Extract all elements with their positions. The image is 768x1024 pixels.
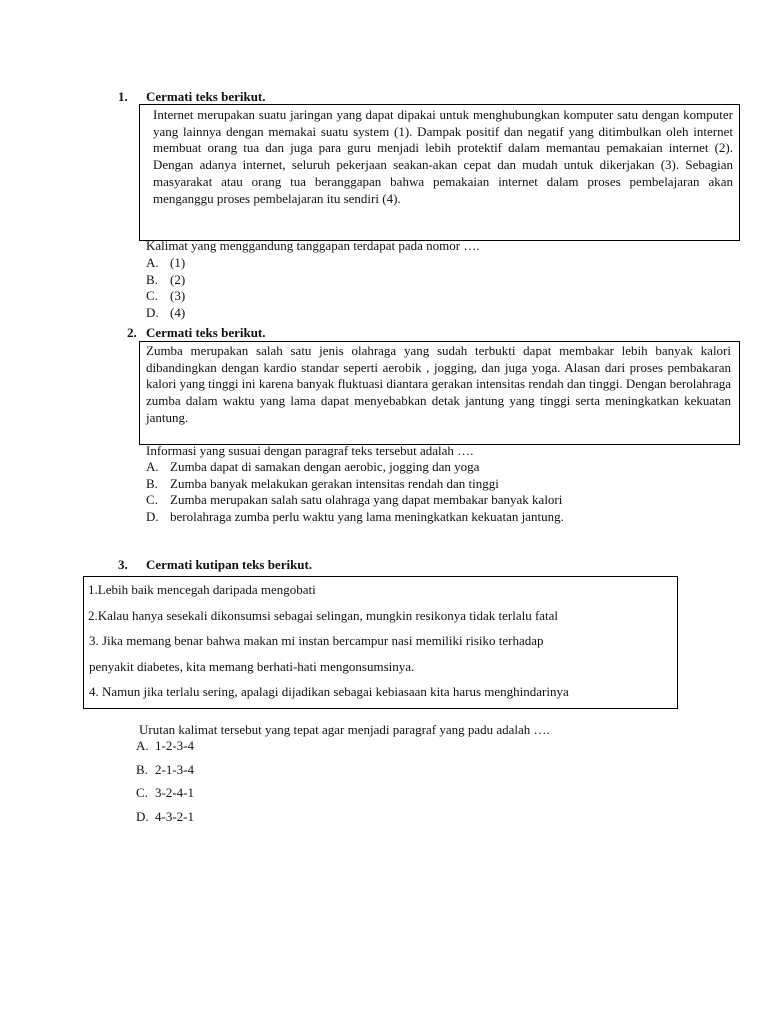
option-c[interactable] [136,781,194,805]
option-letter: D. [146,305,159,321]
option-b[interactable] [146,272,185,289]
option-a[interactable] [146,255,185,272]
option-letter: D. [136,808,149,824]
option-c[interactable] [146,288,185,305]
option-text: berolahraga zumba perlu waktu yang lama meningkatkan kekuatan jantung. [170,509,564,525]
option-b[interactable] [136,758,194,782]
option-text: (3) [170,288,186,304]
question-instruction: Cermati kutipan teks berikut. [146,557,313,572]
sentence-3: 3. Jika memang benar bahwa makan mi instan bercampur nasi memiliki risiko terhadap [89,633,544,648]
option-text: 2-1-3-4 [155,761,194,777]
question-3-prompt: Urutan kalimat tersebut yang tepat agar menjadi paragraf yang padu adalah …. [139,722,550,737]
option-text: Zumba merupakan salah satu olahraga yang dapat membakar banyak kalori [170,492,563,508]
question-instruction: Cermati teks berikut. [146,89,266,104]
question-2-passage-box [139,341,740,445]
sentence-2: 2.Kalau hanya sesekali dikonsumsi sebagai selingan, mungkin resikonya tidak terlalu fatal [88,607,559,623]
question-3-options [136,734,194,828]
question-2-options [146,459,564,526]
question-1-heading [118,89,266,105]
option-text: (2) [170,271,186,287]
option-letter: B. [146,475,158,491]
sentence-3-continued: penyakit diabetes, kita memang berhati-hati mengonsumsinya. [89,658,415,674]
sentence-1: 1.Lebih baik mencegah daripada mengobati [88,582,316,597]
question-number: 2. [127,325,137,340]
option-a[interactable] [146,459,564,476]
option-letter: B. [146,271,158,287]
option-text: (4) [170,305,186,321]
option-text: (1) [170,255,186,270]
option-letter: A. [146,255,159,270]
option-d[interactable] [146,305,185,322]
question-number: 3. [118,557,128,572]
question-instruction: Cermati teks berikut. [146,325,266,340]
question-2-prompt: Informasi yang susuai dengan paragraf teks tersebut adalah …. [146,443,474,458]
question-1-prompt: Kalimat yang menggandung tanggapan terdapat pada nomor …. [146,238,480,253]
option-letter: C. [146,288,158,304]
option-d[interactable] [136,805,194,829]
option-a[interactable] [136,734,194,758]
question-1-passage-box [139,104,740,241]
option-letter: B. [136,761,148,777]
question-3-heading [118,557,312,573]
option-text: 1-2-3-4 [155,738,194,753]
sentence-4: 4. Namun jika terlalu sering, apalagi dijadikan sebagai kebiasaan kita harus menghindarinya [89,684,569,699]
option-b[interactable] [146,476,564,493]
option-text: Zumba dapat di samakan dengan aerobic, jogging dan yoga [170,459,480,474]
option-c[interactable] [146,492,564,509]
option-letter: A. [136,738,149,753]
option-letter: A. [146,459,159,474]
question-2-heading [127,325,266,341]
option-letter: C. [136,785,148,800]
option-letter: D. [146,509,159,525]
option-text: Zumba banyak melakukan gerakan intensitas rendah dan tinggi [170,475,499,491]
question-number: 1. [118,89,128,104]
option-text: 4-3-2-1 [155,808,194,824]
question-2-passage: Zumba merupakan salah satu jenis olahraga yang sudah terbukti dapat membakar lebih banyak kalori dibandingkan dengan kardio standar seperti aerobik , jogging, dan juga yoga. Alasan dari proses pembakaran kalori yang tinggi ini karena banyak fluktuasi diantara gerakan intensitas rendah dan tinggi. Dengan berolahraga zumba dalam waktu yang lama dapat menyebabkan detak jantung yang tinggi serta meningkatkan kekuatan jantung. [146,343,731,425]
option-letter: C. [146,492,158,508]
option-d[interactable] [146,509,564,526]
question-1-passage: Internet merupakan suatu jaringan yang dapat dipakai untuk menghubungkan komputer satu dengan komputer yang lainnya dengan memakai suatu system (1). Dampak positif dan negatif yang ditimbulkan oleh internet membuat orang tua dan juga para guru menjadi lebih protektif dalam memantau pemakaian internet (2). Dengan adanya internet, seluruh pekerjaan seakan-akan cepat dan mudah untuk dikerjakan (3). Sebagian masyarakat atau orang tua beranggapan bahwa pemakaian internet dalam proses pembelajaran akan menganggu proses pembelajaran itu sendiri (4). [153,107,733,206]
question-1-options [146,255,185,322]
option-text: 3-2-4-1 [155,785,194,800]
question-3-sentences-box [83,576,678,709]
